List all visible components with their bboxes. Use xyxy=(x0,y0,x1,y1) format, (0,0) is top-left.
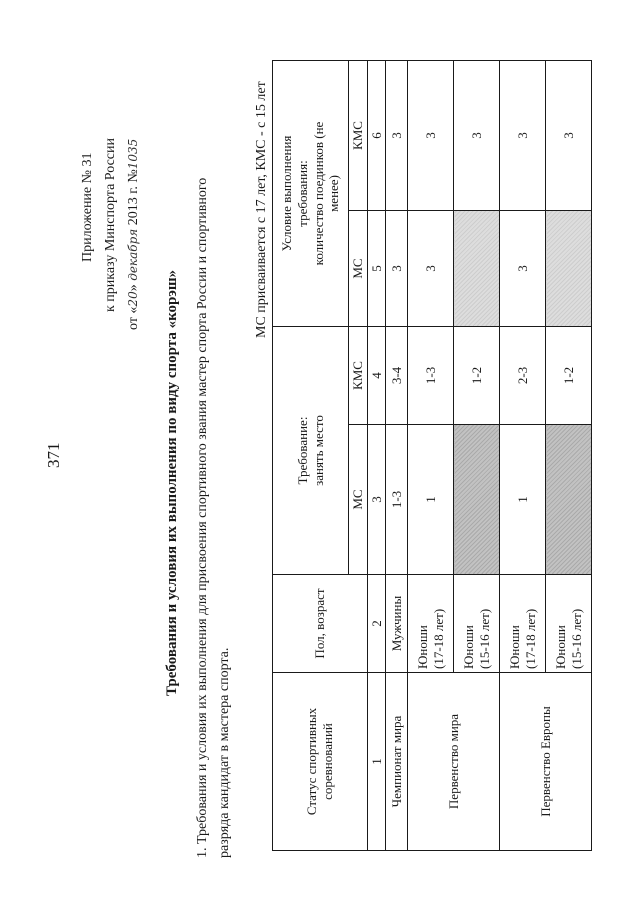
sex-age-cell xyxy=(386,575,408,673)
appendix-order-ref: к приказу Минспорта России xyxy=(103,138,118,312)
header-cond-line4: менее) xyxy=(326,175,342,212)
kms-fights-cell: 3 xyxy=(500,61,546,211)
table-row xyxy=(500,61,546,851)
col-number: 4 xyxy=(367,327,386,425)
kms-place-cell: 1-2 xyxy=(546,327,592,425)
age-line1: Юноши xyxy=(461,625,477,669)
status-cell: Первенство Европы xyxy=(500,673,592,851)
col-number: 6 xyxy=(367,61,386,211)
age-line2: (15-16 лет) xyxy=(568,608,584,669)
header-cond-line3: количество поединков (не xyxy=(310,121,326,266)
age-line2: (17-18 лет) xyxy=(430,608,446,669)
intro-line-1: 1. Требования и условия их выполнения для присвоения спортивного звания мастер спорта России и спортивного xyxy=(195,177,210,858)
header-kms-place: КМС xyxy=(349,327,368,425)
requirements-table xyxy=(272,61,592,851)
ms-fights-cell-shaded xyxy=(546,211,592,327)
table-caption: МС присваивается с 17 лет, КМС - с 15 лет xyxy=(254,81,269,338)
appendix-date-line xyxy=(126,139,142,330)
ms-place-cell-shaded xyxy=(546,425,592,575)
ms-place-cell: 1 xyxy=(500,425,546,575)
kms-fights-cell: 3 xyxy=(454,61,500,211)
intro-line-2: разряда кандидат в мастера спорта. xyxy=(217,647,232,858)
sex-age-cell xyxy=(408,575,454,673)
status-cell: Первенство мира xyxy=(408,673,500,851)
age-line1: Мужчины xyxy=(388,595,404,652)
header-place-line1: Требование: xyxy=(294,416,310,485)
ms-fights-cell-shaded xyxy=(454,211,500,327)
header-ms-place: МС xyxy=(349,425,368,575)
header-sex-age: Пол, возраст xyxy=(273,575,368,673)
col-number: 5 xyxy=(367,211,386,327)
age-line2: (15-16 лет) xyxy=(476,608,492,669)
age-line1: Юноши xyxy=(553,625,569,669)
sex-age-cell xyxy=(454,575,500,673)
header-place-requirement xyxy=(273,327,349,575)
ms-place-cell: 1-3 xyxy=(386,425,408,575)
header-cond-line2: требования: xyxy=(294,160,310,227)
col-number: 2 xyxy=(367,575,386,673)
kms-place-cell: 2-3 xyxy=(500,327,546,425)
header-ms-fights: МС xyxy=(349,211,368,327)
date-prefix: от « xyxy=(126,306,141,330)
date-year: 2013 г. № xyxy=(126,169,141,226)
kms-fights-cell: 3 xyxy=(546,61,592,211)
age-line2: (17-18 лет) xyxy=(522,608,538,669)
page-number: 371 xyxy=(44,442,63,468)
handwritten-number: 1035 xyxy=(126,138,140,170)
col-number: 1 xyxy=(367,673,386,851)
header-kms-fights: КМС xyxy=(349,61,368,211)
ms-place-cell: 1 xyxy=(408,425,454,575)
age-line1: Юноши xyxy=(507,625,523,669)
table-row xyxy=(408,61,454,851)
header-fight-condition xyxy=(273,61,349,327)
date-quote: » xyxy=(126,284,141,292)
ms-fights-cell: 3 xyxy=(386,211,408,327)
ms-fights-cell: 3 xyxy=(408,211,454,327)
kms-fights-cell: 3 xyxy=(408,61,454,211)
sex-age-cell xyxy=(500,575,546,673)
kms-place-cell: 1-2 xyxy=(454,327,500,425)
handwritten-month: декабря xyxy=(126,228,140,281)
col-number: 3 xyxy=(367,425,386,575)
status-cell: Чемпионат мира xyxy=(386,673,408,851)
ms-place-cell-shaded xyxy=(454,425,500,575)
handwritten-day: 20 xyxy=(126,291,140,307)
appendix-title: Приложение № 31 xyxy=(80,152,95,262)
kms-fights-cell: 3 xyxy=(386,61,408,211)
table-row xyxy=(386,61,408,851)
ms-fights-cell: 3 xyxy=(500,211,546,327)
header-status: Статус спортивных соревнований xyxy=(273,673,368,851)
sex-age-cell xyxy=(546,575,592,673)
document-title: Требования и условия их выполнения по виду спорта «корэш» xyxy=(164,269,180,696)
kms-place-cell: 3-4 xyxy=(386,327,408,425)
age-line1: Юноши xyxy=(415,625,431,669)
header-place-line2: занять место xyxy=(310,415,326,486)
kms-place-cell: 1-3 xyxy=(408,327,454,425)
header-cond-line1: Условие выполнения xyxy=(279,135,295,252)
